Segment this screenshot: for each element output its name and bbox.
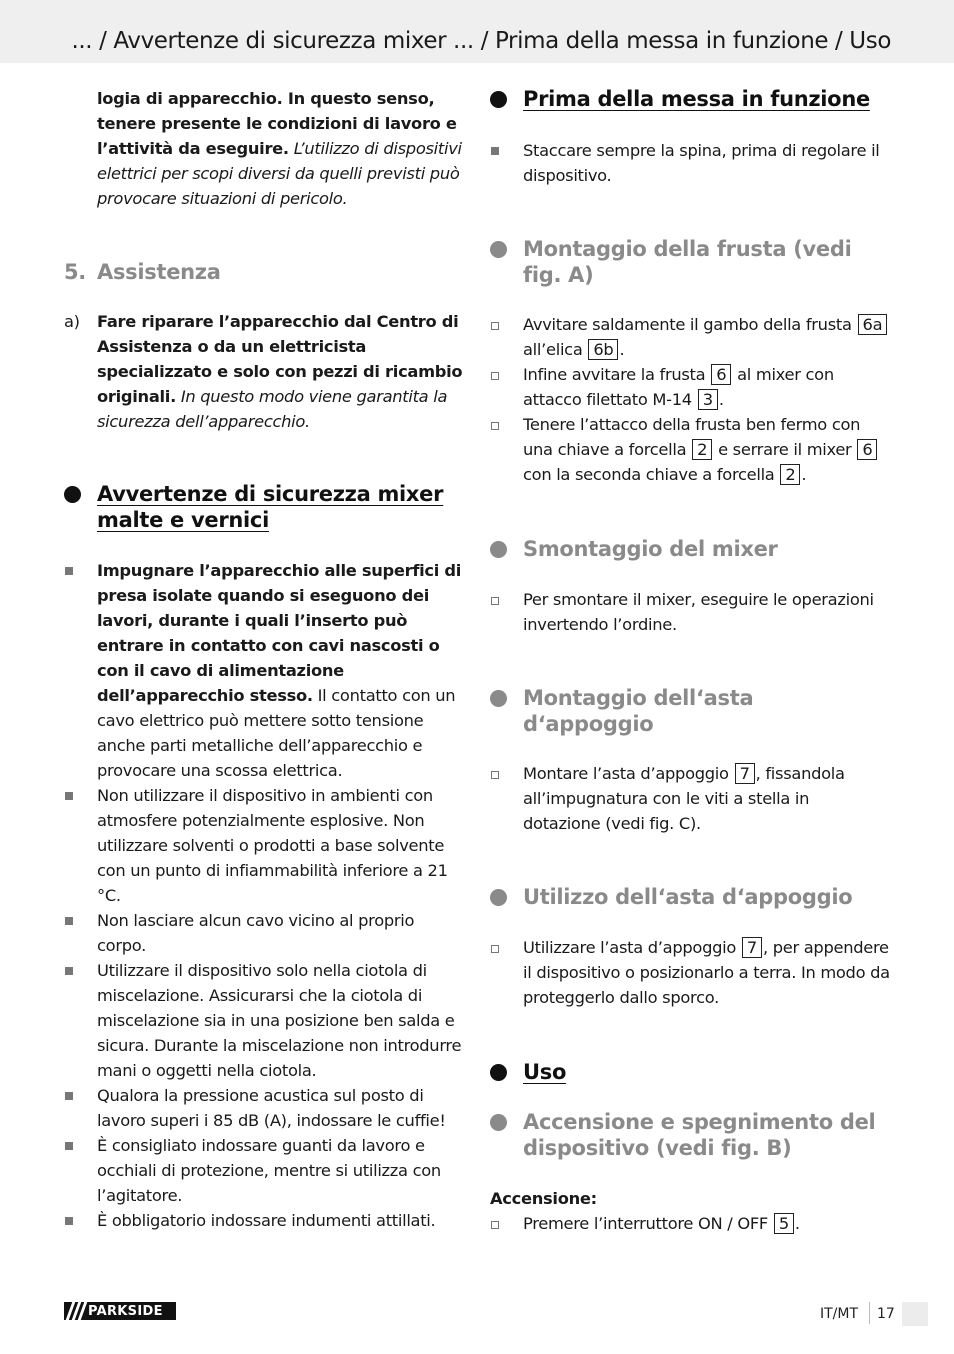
step-text: Avvitare saldamente il gambo della frusta <box>523 315 857 334</box>
item-text: Utilizzare il dispositivo solo nella ciotola di miscelazione. Assicurarsi che la ciotola di miscelazione sia in una posizione ben salda e sicura. Durante la miscelazione non introdurre mani o oggetti nella ciotola. <box>97 961 462 1080</box>
smontaggio-step <box>490 587 890 637</box>
language-code: IT/MT <box>820 1306 859 1322</box>
bullet-dot-icon <box>490 690 507 707</box>
frusta-step <box>490 312 890 362</box>
page-number: 17 <box>877 1306 895 1322</box>
bullet-outline-square-icon <box>491 771 499 779</box>
safety-item <box>64 1083 464 1133</box>
part-number: 6b <box>588 339 618 360</box>
section-title: Uso <box>523 1060 567 1084</box>
safety-item <box>64 783 464 908</box>
section-title: Montaggio dell‘asta d‘appoggio <box>523 686 754 736</box>
step-text: Infine avvitare la frusta <box>523 365 711 384</box>
item-text: È consigliato indossare guanti da lavoro e occhiali di protezione, mentre si utilizza con l’agitatore. <box>97 1136 441 1205</box>
section-title: Smontaggio del mixer <box>523 537 778 561</box>
step-text: al mixer con attacco filettato M-14 <box>523 365 834 409</box>
section-title: Prima della messa in funzione <box>523 87 870 111</box>
item-text: È obbligatorio indossare indumenti attillati. <box>97 1211 436 1230</box>
bullet-outline-square-icon <box>491 945 499 953</box>
intro-italic: L’utilizzo di dispositivi elettrici per scopi diversi da quelli previsti può provocare situazioni di pericolo. <box>97 139 462 208</box>
bullet-dot-icon <box>490 1064 507 1081</box>
step-text: Premere l’interruttore ON / OFF <box>523 1214 773 1233</box>
section-smontaggio-heading <box>490 536 890 562</box>
step-text: con la seconda chiave a forcella <box>523 465 780 484</box>
safety-item <box>64 1208 464 1233</box>
page-header <box>0 0 954 63</box>
step-text: . <box>794 1214 800 1233</box>
step-text: , per appendere il dispositivo o posizionarlo a terra. In modo da proteggerlo dallo sporco. <box>523 938 890 1007</box>
item-text: Staccare sempre la spina, prima di regolare il dispositivo. <box>523 141 880 185</box>
bullet-outline-square-icon <box>491 422 499 430</box>
montaggio-asta-step <box>490 761 890 836</box>
bullet-square-icon <box>65 1092 73 1100</box>
bullet-dot-icon <box>64 486 81 503</box>
accensione-subheading: Accensione: <box>490 1189 597 1208</box>
header-title: ... / Avvertenze di sicurezza mixer ... / Prima della messa in funzione / Uso <box>71 28 891 54</box>
section-title: Utilizzo dell‘asta d‘appoggio <box>523 885 853 909</box>
bullet-dot-icon <box>490 91 507 108</box>
step-text: . <box>718 390 724 409</box>
assistenza-item <box>64 309 464 434</box>
bullet-outline-square-icon <box>491 1221 499 1229</box>
frusta-step <box>490 362 890 412</box>
bullet-square-icon <box>65 567 73 575</box>
section-title: Montaggio della frusta (vedi fig. A) <box>523 237 852 287</box>
part-number: 2 <box>692 439 712 460</box>
bullet-square-icon <box>65 792 73 800</box>
bullet-outline-square-icon <box>491 372 499 380</box>
section-assistenza-heading <box>64 259 464 285</box>
safety-item <box>64 958 464 1083</box>
utilizzo-asta-step <box>490 935 890 1010</box>
footer-tab <box>902 1302 928 1326</box>
bullet-square-icon <box>65 967 73 975</box>
bullet-square-icon <box>65 1217 73 1225</box>
step-text: Tenere l’attacco della frusta ben fermo con una chiave a forcella <box>523 415 861 459</box>
bullet-dot-icon <box>490 889 507 906</box>
part-number: 6 <box>711 364 731 385</box>
intro-bold: logia di apparecchio. In questo senso, tenere presente le condizioni di lavoro e l’attività da eseguire. <box>97 89 457 158</box>
bullet-dot-icon <box>490 241 507 258</box>
bullet-square-icon <box>491 147 499 155</box>
item-text: Non utilizzare il dispositivo in ambienti con atmosfere potenzialmente esplosive. Non utilizzare solventi o prodotti a base solvente con un punto di infiammabilità inferiore a 21 °C. <box>97 786 448 905</box>
step-text: all’elica <box>523 340 588 359</box>
part-number: 7 <box>735 763 755 784</box>
section-prima-heading <box>490 86 890 112</box>
bullet-outline-square-icon <box>491 597 499 605</box>
item-text: Qualora la pressione acustica sul posto di lavoro superi i 85 dB (A), indossare le cuffie! <box>97 1086 446 1130</box>
frusta-step <box>490 412 890 487</box>
step-text: . <box>619 340 625 359</box>
part-number: 3 <box>698 389 718 410</box>
part-number: 2 <box>780 464 800 485</box>
section-title: Avvertenze di sicurezza mixer malte e vernici <box>97 482 444 532</box>
part-number: 5 <box>774 1213 794 1234</box>
safety-item <box>64 1133 464 1208</box>
item-text: Non lasciare alcun cavo vicino al proprio corpo. <box>97 911 415 955</box>
section-montaggio-asta-heading <box>490 685 890 737</box>
section-accensione-heading <box>490 1109 890 1161</box>
section-title: Assistenza <box>97 260 221 284</box>
bullet-dot-icon <box>490 541 507 558</box>
safety-item <box>64 558 464 783</box>
accensione-step <box>490 1211 890 1236</box>
bullet-dot-icon <box>490 1114 507 1131</box>
part-number: 6a <box>858 314 888 335</box>
step-text: . <box>801 465 807 484</box>
safety-first-rest: Il contatto con un cavo elettrico può mettere sotto tensione anche parti metalliche dell’apparecchio e provocare una scossa elettrica. <box>97 686 456 780</box>
assistenza-italic: In questo modo viene garantita la sicurezza dell’apparecchio. <box>97 387 448 431</box>
right-column <box>490 86 890 1236</box>
step-text: Per smontare il mixer, eseguire le operazioni invertendo l’ordine. <box>523 590 874 634</box>
logo-text: PARKSIDE <box>88 1304 163 1319</box>
step-text: e serrare il mixer <box>713 440 857 459</box>
bullet-square-icon <box>65 917 73 925</box>
left-column <box>64 86 464 1233</box>
bullet-outline-square-icon <box>491 322 499 330</box>
prima-item <box>490 138 890 188</box>
intro-paragraph <box>64 86 464 211</box>
step-text: , fissandola all’impugnatura con le viti a stella in dotazione (vedi fig. C). <box>523 764 845 833</box>
part-number: 6 <box>857 439 877 460</box>
part-number: 7 <box>742 937 762 958</box>
item-marker: a) <box>64 312 80 331</box>
assistenza-bold: Fare riparare l’apparecchio dal Centro di Assistenza o da un elettricista specializzato e solo con pezzi di ricambio originali. <box>97 312 463 406</box>
section-title: Accensione e spegnimento del dispositivo (vedi fig. B) <box>523 1110 876 1160</box>
safety-first-bold: Impugnare l’apparecchio alle superfici di presa isolate quando si eseguono dei lavori, durante i quali l’inserto può entrare in contatto con cavi nascosti o con il cavo di alimentazione dell’apparecchio stesso. <box>97 561 462 705</box>
section-utilizzo-asta-heading <box>490 884 890 910</box>
section-safety-heading <box>64 481 464 533</box>
step-text: Montare l’asta d’appoggio <box>523 764 734 783</box>
section-uso-heading <box>490 1059 890 1085</box>
section-montaggio-frusta-heading <box>490 236 890 288</box>
bullet-square-icon <box>65 1142 73 1150</box>
section-number: 5. <box>64 260 86 284</box>
step-text: Utilizzare l’asta d’appoggio <box>523 938 741 957</box>
safety-item <box>64 908 464 958</box>
footer-divider <box>869 1302 870 1324</box>
parkside-logo <box>64 1302 176 1320</box>
